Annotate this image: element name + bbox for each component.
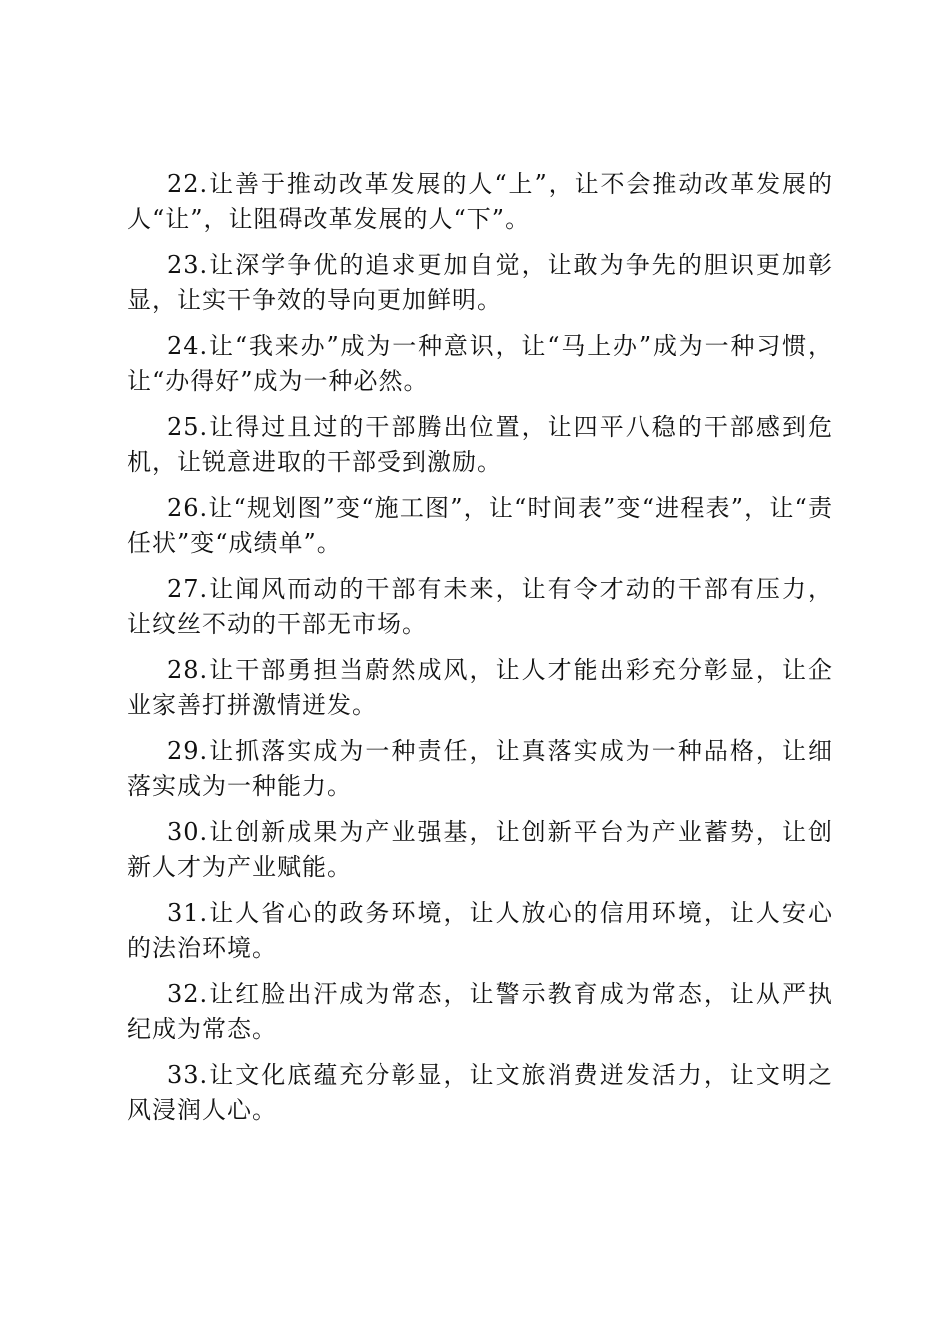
list-item-26: 26.让“规划图”变“施工图”，让“时间表”变“进程表”，让“责任状”变“成绩单”。 bbox=[127, 494, 833, 557]
list-item-31: 31.让人省心的政务环境，让人放心的信用环境，让人安心的法治环境。 bbox=[127, 899, 833, 962]
list-item-30: 30.让创新成果为产业强基，让创新平台为产业蓄势，让创新人才为产业赋能。 bbox=[127, 818, 833, 881]
list-item-23: 23.让深学争优的追求更加自觉，让敢为争先的胆识更加彰显，让实干争效的导向更加鲜明。 bbox=[127, 251, 833, 314]
list-item-33: 33.让文化底蕴充分彰显，让文旅消费迸发活力，让文明之风浸润人心。 bbox=[127, 1061, 833, 1124]
list-item-28: 28.让干部勇担当蔚然成风，让人才能出彩充分彰显，让企业家善打拼激情迸发。 bbox=[127, 656, 833, 719]
list-item-24: 24.让“我来办”成为一种意识，让“马上办”成为一种习惯，让“办得好”成为一种必然。 bbox=[127, 332, 833, 395]
list-item-25: 25.让得过且过的干部腾出位置，让四平八稳的干部感到危机，让锐意进取的干部受到激励。 bbox=[127, 413, 833, 476]
list-item-32: 32.让红脸出汗成为常态，让警示教育成为常态，让从严执纪成为常态。 bbox=[127, 980, 833, 1043]
list-item-22: 22.让善于推动改革发展的人“上”，让不会推动改革发展的人“让”，让阻碍改革发展的人“下”。 bbox=[127, 170, 833, 233]
list-item-27: 27.让闻风而动的干部有未来，让有令才动的干部有压力，让纹丝不动的干部无市场。 bbox=[127, 575, 833, 638]
list-item-29: 29.让抓落实成为一种责任，让真落实成为一种品格，让细落实成为一种能力。 bbox=[127, 737, 833, 800]
document-body bbox=[127, 167, 833, 1139]
